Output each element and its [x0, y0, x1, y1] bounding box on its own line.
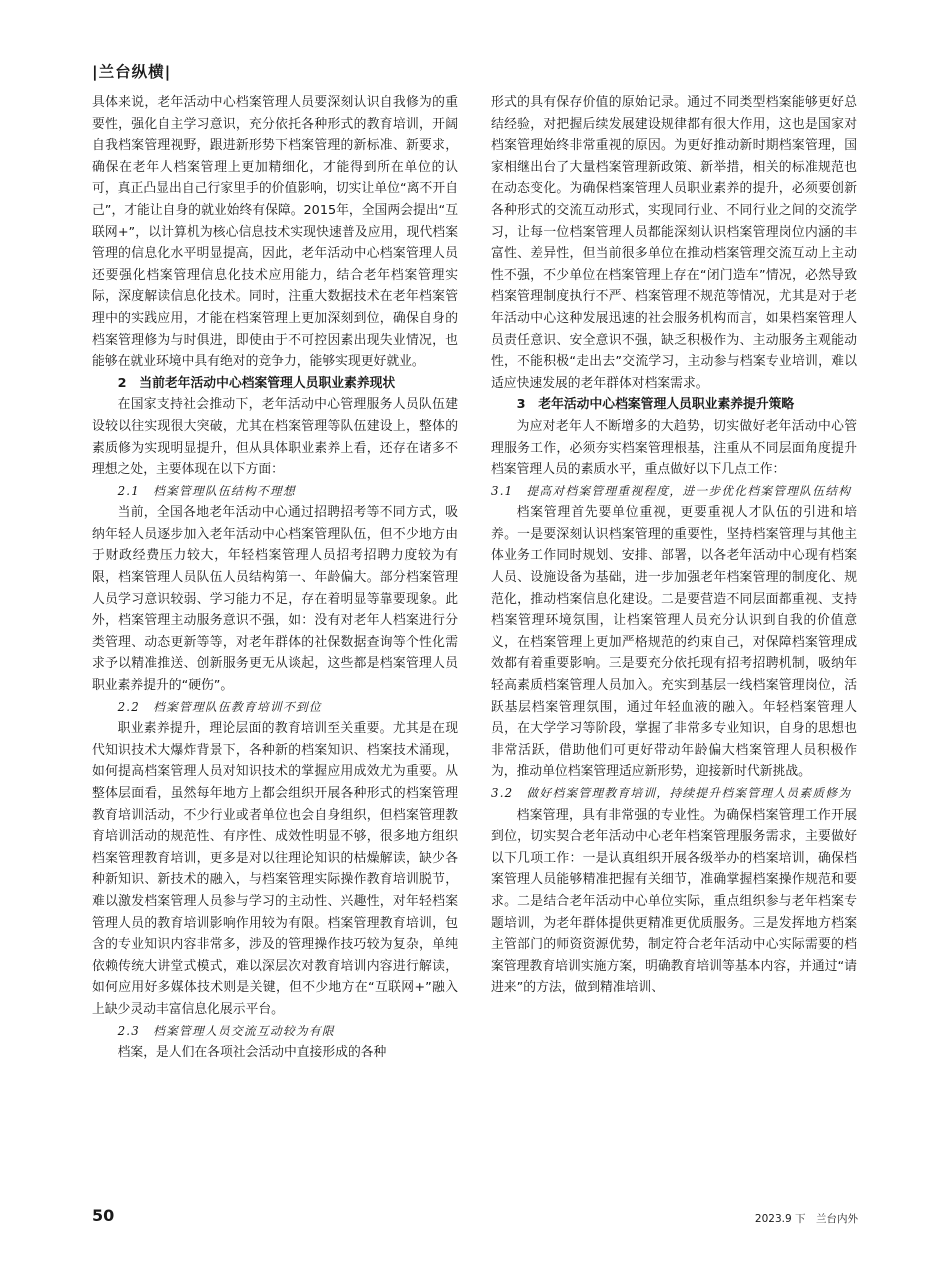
paragraph: 档案管理，具有非常强的专业性。为确保档案管理工作开展到位，切实契合老年活动中心老年档案管理服务需求，主要做好以下几项工作：一是认真组织开展各级举办的档案培训，确保档案管理人员能够精准把握有关细节，准确掌握档案操作规范和要求。二是结合老年活动中心单位实际，重点组织参与老年档案专题培训，为老年群体提供更精准更优质服务。三是发挥地方档案主管部门的师资资源优势，制定符合老年活动中心实际需要的档案管理教育培训实施方案，明确教育培训等基本内容，并通过“请进来”的方法，做到精准培训、 — [491, 807, 857, 996]
right-column — [491, 92, 857, 999]
section-heading-3: 3 老年活动中心档案管理人员职业素养提升策略 — [516, 397, 795, 413]
subsection-heading-2-3: 2.3 档案管理人员交流互动较为有限 — [117, 1023, 335, 1038]
paragraph: 职业素养提升，理论层面的教育培训至关重要。尤其是在现代知识技术大爆炸背景下，各种新的档案知识、档案技术涌现，如何提高档案管理人员对知识技术的掌握应用成效尤为重要。从整体层面看，虽然每年地方上都会组织开展各种形式的档案管理教育培训活动，不少行业或者单位也会自身组织，但档案管理教育培训活动的规范性、有序性、成效性明显不够，很多地方组织档案管理教育培训，更多是对以往理论知识的枯燥解读，缺少各种新知识、新技术的融入，与档案管理实际操作教育培训脱节，难以激发档案管理人员参与学习的主动性、兴趣性，对年轻档案管理人员的教育培训影响作用较为有限。档案管理教育培训，包含的专业知识内容非常多，涉及的管理操作技巧较为复杂，单纯依赖传统大讲堂式模式，难以深层次对教育培训内容进行解读，如何应用好多媒体技术则是关键，但不少地方在“互联网+”融入上缺少灵动丰富信息化展示平台。 — [92, 721, 458, 1017]
subsection-heading-3-1: 3.1 提高对档案管理重视程度，进一步优化档案管理队伍结构 — [491, 483, 852, 498]
left-column — [92, 92, 458, 1064]
paragraph: 档案，是人们在各项社会活动中直接形成的各种 — [117, 1045, 387, 1061]
paragraph: 为应对老年人不断增多的大趋势，切实做好老年活动中心管理服务工作，必须夯实档案管理根基，注重从不同层面角度提升档案管理人员的素质水平，重点做好以下几点工作： — [491, 418, 857, 478]
subsection-heading-2-2: 2.2 档案管理队伍教育培训不到位 — [117, 699, 322, 714]
page-number: 50 — [92, 1206, 115, 1225]
paragraph: 形式的具有保存价值的原始记录。通过不同类型档案能够更好总结经验，对把握后续发展建设规律都有很大作用，这也是国家对档案管理始终非常重视的原因。为更好推动新时期档案管理，国家相继出台了大量档案管理新政策、新举措，相关的标准规范也在动态变化。为确保档案管理人员职业素养的提升，必须要创新各种形式的交流互动形式，实现同行业、不同行业之间的交流学习，让每一位档案管理人员都能深刻认识档案管理岗位内涵的丰富性、差异性，但当前很多单位在推动档案管理交流互动上主动性不强，不少单位在档案管理上存在“闭门造车”情况，必然导致档案管理制度执行不严、档案管理不规范等情况，尤其是对于老年活动中心这种发展迅速的社会服务机构而言，如果档案管理人员责任意识、安全意识不强，缺乏积极作为、主动服务主观能动性，不能积极“走出去”交流学习，主动参与档案专业培训，难以适应快速发展的老年群体对档案需求。 — [491, 95, 857, 391]
paragraph: 在国家支持社会推动下，老年活动中心管理服务人员队伍建设较以往实现很大突破，尤其在档案管理等队伍建设上，整体的素质修为实现明显提升，但从具体职业素养上看，还存在诸多不理想之处，主要体现在以下方面： — [92, 397, 458, 478]
subsection-heading-2-1: 2.1 档案管理队伍结构不理想 — [117, 483, 296, 498]
paragraph: 档案管理首先要单位重视，更要重视人才队伍的引进和培养。一是要深刻认识档案管理的重要性，坚持档案管理与其他主体业务工作同时规划、安排、部署，以各老年活动中心现有档案人员、设施设备为基础，进一步加强老年档案管理的制度化、规范化，推动档案信息化建设。二是要营造不同层面都重视、支持档案管理环境氛围，让档案管理人员充分认识到自我的价值意义，在档案管理上更加严格规范的约束自己，对保障档案管理成效都有着重要影响。三是要充分依托现有招考招聘机制，吸纳年轻高素质档案管理人员加入。充实到基层一线档案管理岗位，活跃基层档案管理氛围，通过年轻血液的融入。年轻档案管理人员，在大学学习等阶段，掌握了非常多专业知识，自身的思想也非常活跃，借助他们可更好带动年龄偏大档案管理人员积极作为，推动单位档案管理适应新形势，迎接新时代新挑战。 — [491, 505, 857, 780]
section-heading-2: 2 当前老年活动中心档案管理人员职业素养现状 — [117, 375, 396, 391]
paragraph: 具体来说，老年活动中心档案管理人员要深刻认识自我修为的重要性，强化自主学习意识，充分依托各种形式的教育培训，开阔自我档案管理视野，跟进新形势下档案管理的新标准、新要求，确保在老年人档案管理上更加精细化，才能得到所在单位的认可，真正凸显出自己行家里手的价值影响，切实让单位“离不开自己”，才能让自身的就业始终有保障。2015年，全国两会提出“互联网+”，以计算机为核心信息技术实现快速普及应用，现代档案管理的信息化水平明显提高，因此，老年活动中心档案管理人员还要强化档案管理信息化技术应用能力，结合老年档案管理实际，深度解读信息化技术。同时，注重大数据技术在老年档案管理中的实践应用，才能在档案管理上更加深刻到位，确保自身的档案管理修为与时俱进，即使由于不可控因素出现失业情况，也能够在就业环境中具有绝对的竞争力，能够实现更好就业。 — [92, 95, 458, 370]
issue-label: 2023.9 下 兰台内外 — [754, 1213, 858, 1225]
subsection-heading-3-2: 3.2 做好档案管理教育培训，持续提升档案管理人员素质修为 — [491, 786, 852, 800]
journal-header: |兰台纵横| — [92, 63, 172, 81]
paragraph: 当前，全国各地老年活动中心通过招聘招考等不同方式，吸纳年轻人员逐步加入老年活动中心档案管理队伍，但不少地方由于财政经费压力较大，年轻档案管理人员招考招聘力度较为有限，档案管理人员队伍人员结构第一、年龄偏大。部分档案管理人员学习意识较弱、学习能力不足，存在着明显等靠要现象。此外，档案管理主动服务意识不强，如：没有对老年人档案进行分类管理、动态更新等等，对老年群体的社保数据查询等个性化需求予以精准推送、创新服务更无从谈起，这些都是档案管理人员职业素养提升的“硬伤”。 — [92, 505, 458, 694]
